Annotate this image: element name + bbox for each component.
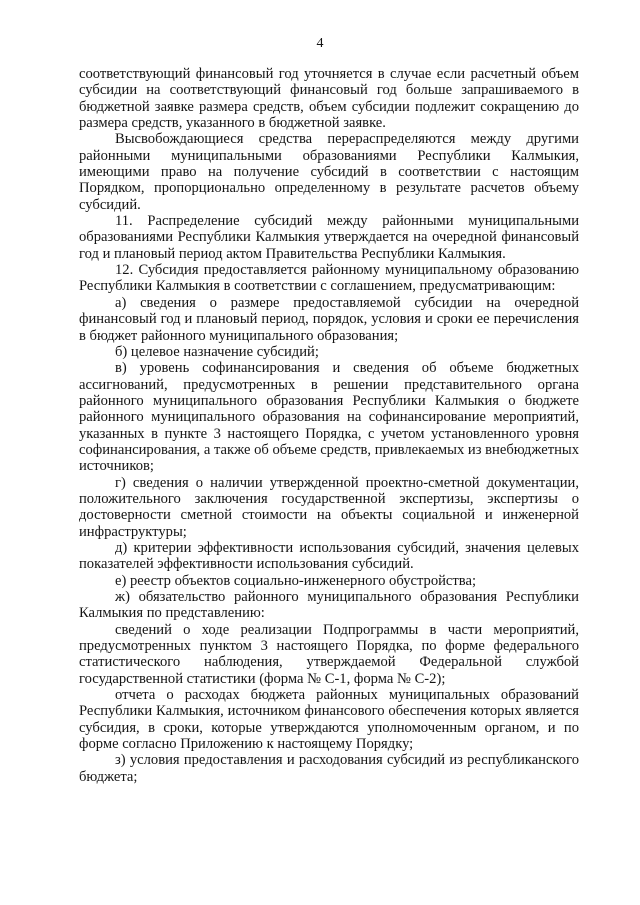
paragraph: б) целевое назначение субсидий; bbox=[115, 343, 319, 360]
paragraph: г) сведения о наличии утвержденной проектно-сметной документации, положительного заключения государственной экспертизы, экспертизы о достоверности сметной стоимости на объекты социальной и инженерной инфраструктуры; bbox=[79, 474, 579, 540]
paragraph: д) критерии эффективности использования субсидий, значения целевых показателей эффективности использования субсидий. bbox=[79, 539, 579, 573]
page-number: 4 bbox=[316, 36, 324, 51]
paragraph: в) уровень софинансирования и сведения об объеме бюджетных ассигнований, предусмотренных в решении представительного органа районного муниципального образования Республики Калмыкия о бюджете районного муниципального образования на софинансирование мероприятий, указанных в пункте 3 настоящего Порядка, с учетом установленного уровня софинансирования, а также об объеме средств, привлекаемых из внебюджетных источников; bbox=[79, 360, 579, 475]
paragraph: 11. Распределение субсидий между районными муниципальными образованиями Республики Калмыкия утверждается на очередной финансовый год и плановый период актом Правительства Республики Калмыкия. bbox=[79, 213, 579, 262]
paragraph: а) сведения о размере предоставляемой субсидии на очередной финансовый год и плановый период, порядок, условия и сроки ее перечисления в бюджет районного муниципального образования; bbox=[79, 294, 579, 344]
paragraph: сведений о ходе реализации Подпрограммы в части мероприятий, предусмотренных пунктом 3 настоящего Порядка, по форме федерального статистического наблюдения, утверждаемой Федеральной службой государственной статистики (форма № С-1, форма № С-2); bbox=[79, 621, 579, 687]
paragraph: 12. Субсидия предоставляется районному муниципальному образованию Республики Калмыкия в соответствии с соглашением, предусматривающим: bbox=[79, 262, 579, 295]
paragraph: з) условия предоставления и расходования субсидий из республиканского бюджета; bbox=[79, 752, 579, 785]
document-body bbox=[79, 66, 579, 785]
paragraph: отчета о расходах бюджета районных муниципальных образований Республики Калмыкия, источником финансового обеспечения которых является субсидия, в сроки, которые утверждаются уполномоченным органом, и по форме согласно Приложению к настоящему Порядку; bbox=[79, 687, 579, 753]
paragraph: ж) обязательство районного муниципального образования Республики Калмыкия по представлению: bbox=[79, 589, 579, 622]
paragraph: е) реестр объектов социально-инженерного обустройства; bbox=[115, 572, 477, 589]
paragraph: Высвобождающиеся средства перераспределяются между другими районными муниципальными образованиями Республики Калмыкия, имеющими право на получение субсидий в соответствии с настоящим Порядком, пропорционально определенному в результате расчетов объему субсидий. bbox=[79, 131, 579, 213]
paragraph: соответствующий финансовый год уточняется в случае если расчетный объем субсидии на соответствующий финансовый год больше запрашиваемого в бюджетной заявке размера средств, объем субсидии подлежит сокращению до размера средств, указанного в бюджетной заявке. bbox=[79, 66, 579, 132]
